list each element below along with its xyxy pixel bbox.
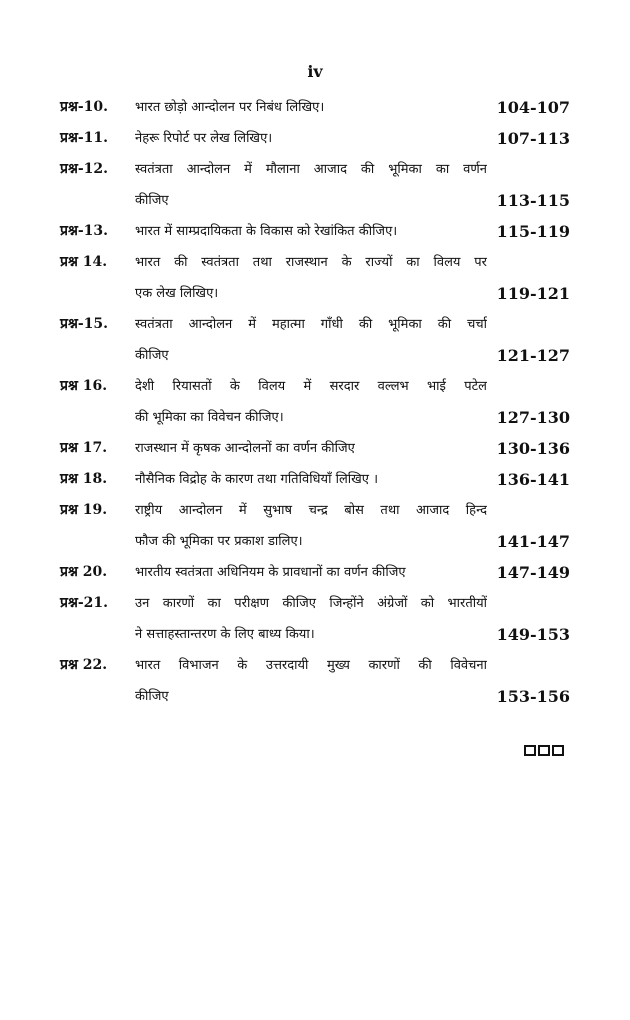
toc-entry xyxy=(60,588,570,650)
question-number: प्रश्न 19. xyxy=(60,502,108,518)
toc-entry xyxy=(60,92,570,123)
question-title: देशी रियासतों के विलय में सरदार वल्लभ भाई पटेल xyxy=(135,379,487,394)
question-title: की भूमिका का विवेचन कीजिए। xyxy=(135,410,284,425)
page-range: 136-141 xyxy=(496,470,570,489)
toc-line xyxy=(60,526,570,557)
page-range: 141-147 xyxy=(496,532,570,551)
toc-entry xyxy=(60,495,570,557)
question-number: प्रश्न-11. xyxy=(60,130,109,146)
question-title: राजस्थान में कृषक आन्दोलनों का वर्णन कीजिए xyxy=(135,441,355,456)
toc-entry xyxy=(60,650,570,712)
question-number: प्रश्न 17. xyxy=(60,440,108,456)
toc-entry xyxy=(60,123,570,154)
square-ornament-icon xyxy=(538,745,550,756)
page-range: 121-127 xyxy=(496,346,570,365)
question-title: कीजिए xyxy=(135,348,169,363)
question-number: प्रश्न-12. xyxy=(60,161,109,177)
question-number: प्रश्न 18. xyxy=(60,471,108,487)
toc-entry xyxy=(60,464,570,495)
toc-line xyxy=(60,247,570,278)
question-number: प्रश्न 16. xyxy=(60,378,108,394)
page-range: 115-119 xyxy=(496,222,570,241)
question-title: भारत में साम्प्रदायिकता के विकास को रेखांकित कीजिए। xyxy=(135,224,398,239)
toc-entry xyxy=(60,371,570,433)
toc-line xyxy=(60,464,570,495)
toc-entry xyxy=(60,154,570,216)
question-title: भारत विभाजन के उत्तरदायी मुख्य कारणों की विवेचना xyxy=(135,658,487,673)
toc-line xyxy=(60,340,570,371)
question-number: प्रश्न-10. xyxy=(60,99,109,115)
page-range: 127-130 xyxy=(496,408,570,427)
question-title: ने सत्ताहस्तान्तरण के लिए बाध्य किया। xyxy=(135,627,315,642)
question-title: उन कारणों का परीक्षण कीजिए जिन्होंने अंग्रेजों को भारतीयों xyxy=(135,596,487,611)
toc-line xyxy=(60,216,570,247)
toc-line xyxy=(60,123,570,154)
toc-line xyxy=(60,278,570,309)
page-range: 149-153 xyxy=(496,625,570,644)
toc-line xyxy=(60,433,570,464)
question-title: कीजिए xyxy=(135,193,169,208)
question-title: स्वतंत्रता आन्दोलन में महात्मा गाँधी की भूमिका की चर्चा xyxy=(135,317,487,332)
question-title: फौज की भूमिका पर प्रकाश डालिए। xyxy=(135,534,303,549)
toc-line xyxy=(60,309,570,340)
toc-line xyxy=(60,402,570,433)
page-range: 113-115 xyxy=(496,191,570,210)
toc-line xyxy=(60,681,570,712)
toc-line xyxy=(60,185,570,216)
toc-entry xyxy=(60,247,570,309)
toc-entry xyxy=(60,216,570,247)
question-title: नौसैनिक विद्रोह के कारण तथा गतिविधियाँ लिखिए । xyxy=(135,472,379,487)
question-number: प्रश्न-15. xyxy=(60,316,109,332)
square-ornament-icon xyxy=(552,745,564,756)
question-number: प्रश्न 14. xyxy=(60,254,108,270)
question-title: राष्ट्रीय आन्दोलन में सुभाष चन्द्र बोस तथा आजाद हिन्द xyxy=(135,503,487,518)
page-range: 153-156 xyxy=(496,687,570,706)
toc-line xyxy=(60,92,570,123)
page-range: 107-113 xyxy=(496,129,570,148)
toc-line xyxy=(60,588,570,619)
page-range: 119-121 xyxy=(496,284,570,303)
toc-line xyxy=(60,650,570,681)
toc-line xyxy=(60,557,570,588)
toc-line xyxy=(60,495,570,526)
question-number: प्रश्न 20. xyxy=(60,564,108,580)
page-number: iv xyxy=(307,62,323,81)
question-title: एक लेख लिखिए। xyxy=(135,286,219,301)
question-number: प्रश्न-13. xyxy=(60,223,109,239)
toc-entry xyxy=(60,557,570,588)
toc-entry xyxy=(60,309,570,371)
question-number: प्रश्न 22. xyxy=(60,657,108,673)
square-ornament-icon xyxy=(524,745,536,756)
question-title: नेहरू रिपोर्ट पर लेख लिखिए। xyxy=(135,131,273,146)
toc-entry xyxy=(60,433,570,464)
end-of-section-marker xyxy=(524,745,564,756)
question-title: स्वतंत्रता आन्दोलन में मौलाना आजाद की भूमिका का वर्णन xyxy=(135,162,487,177)
toc-line xyxy=(60,154,570,185)
question-title: भारतीय स्वतंत्रता अधिनियम के प्रावधानों का वर्णन कीजिए xyxy=(135,565,406,580)
page-range: 147-149 xyxy=(496,563,570,582)
question-number: प्रश्न-21. xyxy=(60,595,109,611)
question-title: भारत की स्वतंत्रता तथा राजस्थान के राज्यों का विलय पर xyxy=(135,255,487,270)
page-range: 130-136 xyxy=(496,439,570,458)
page-range: 104-107 xyxy=(496,98,570,117)
question-title: कीजिए xyxy=(135,689,169,704)
question-title: भारत छोड़ो आन्दोलन पर निबंध लिखिए। xyxy=(135,100,325,115)
table-of-contents xyxy=(60,92,570,712)
toc-line xyxy=(60,619,570,650)
toc-line xyxy=(60,371,570,402)
